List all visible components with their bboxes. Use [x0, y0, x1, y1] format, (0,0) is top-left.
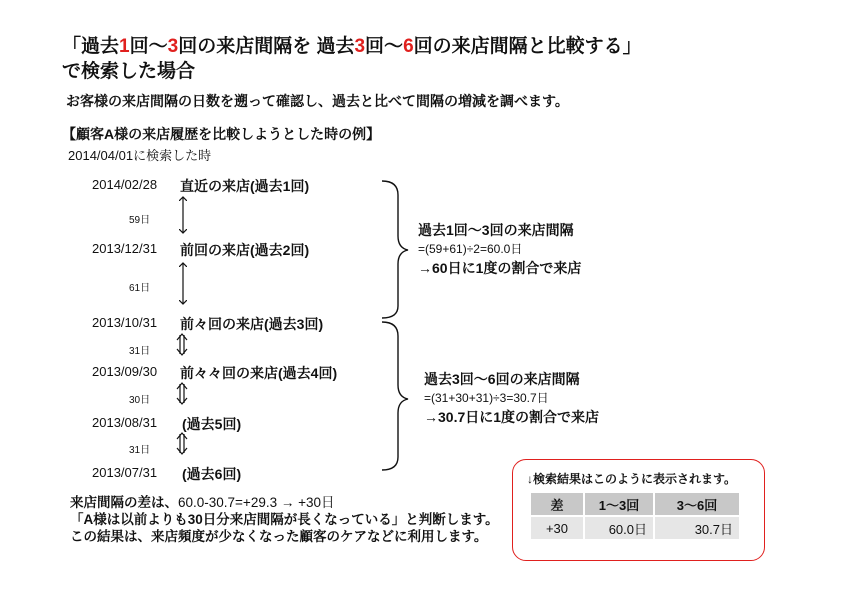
visit-label-4: 前々々回の来店(過去4回)	[180, 365, 338, 381]
title-number: 3	[354, 36, 366, 57]
title-text: 回～	[365, 36, 404, 57]
title-number: 6	[403, 36, 414, 57]
interval-arrow-3	[177, 334, 187, 355]
brace-group2	[382, 322, 408, 470]
visit-label-5: (過去5回)	[182, 416, 242, 432]
result-cell-1to3: 60.0日	[585, 517, 653, 539]
interval-label-5: 31日	[129, 445, 151, 456]
result-table	[529, 491, 741, 541]
result-header-diff: 差	[531, 493, 583, 515]
visit-date-6: 2013/07/31	[92, 465, 158, 480]
visit-date-2: 2013/12/31	[92, 241, 158, 256]
result-cell-diff: +30	[531, 517, 583, 539]
group2-formula: =(31+30+31)÷3=30.7日	[424, 391, 549, 405]
visit-date-3: 2013/10/31	[92, 315, 158, 330]
result-data-row	[531, 517, 739, 539]
title-text: 回～	[129, 36, 168, 57]
group2-result: →30.7日に1度の割合で来店	[424, 409, 600, 425]
summary-line1	[70, 494, 499, 511]
title-text: 回の来店間隔を 過去	[178, 36, 355, 57]
title-number: 3	[167, 36, 179, 57]
result-caption: ↓検索結果はこのように表示されます。	[527, 472, 737, 486]
visit-label-1: 直近の来店(過去1回)	[180, 178, 310, 194]
visit-label-2: 前回の来店(過去2回)	[180, 242, 310, 258]
visit-label-3: 前々回の来店(過去3回)	[180, 316, 324, 332]
group1-result: →60日に1度の割合で来店	[418, 260, 582, 276]
result-header-row	[531, 493, 739, 515]
interval-arrow-5	[177, 433, 187, 454]
result-cell-3to6: 30.7日	[655, 517, 739, 539]
group2-title: 過去3回～6回の来店間隔	[424, 371, 580, 387]
summary-line1-label: 来店間隔の差は、	[70, 495, 178, 510]
summary-line1-value: 60.0-30.7=+29.3 → +30日	[178, 495, 335, 510]
visit-date-4: 2013/09/30	[92, 364, 158, 379]
search-date: 2014/04/01に検索した時	[68, 148, 212, 163]
title-text: 「過去	[62, 36, 120, 57]
visit-label-6: (過去6回)	[182, 466, 242, 482]
group2-calc	[424, 370, 599, 427]
result-header-1to3: 1～3回	[585, 493, 653, 515]
summary-line3: この結果は、来店頻度が少なくなった顧客のケアなどに利用します。	[70, 529, 488, 544]
interval-label-2: 61日	[129, 283, 151, 294]
result-box	[512, 459, 765, 561]
interval-label-1: 59日	[129, 215, 151, 226]
interval-arrow-4	[177, 383, 187, 404]
visit-date-5: 2013/08/31	[92, 415, 158, 430]
title-text: 回の来店間隔と比較する」	[413, 36, 642, 57]
visit-date-1: 2014/02/28	[92, 177, 158, 192]
example-heading: 【顧客A様の来店履歴を比較しようとした時の例】	[62, 126, 381, 142]
result-header-3to6: 3～6回	[655, 493, 739, 515]
interval-label-3: 31日	[129, 346, 151, 357]
title-line2: で検索した場合	[62, 61, 196, 82]
title-number: 1	[119, 36, 130, 57]
interval-label-4: 30日	[129, 395, 151, 406]
summary	[70, 494, 499, 545]
group1-calc	[418, 221, 581, 278]
intro-text: お客様の来店間隔の日数を遡って確認し、過去と比べて間隔の増減を調べます。	[66, 93, 569, 109]
summary-line2: 「A様は以前よりも30日分来店間隔が長くなっている」と判断します。	[70, 512, 499, 527]
group1-formula: =(59+61)÷2=60.0日	[418, 242, 523, 256]
group1-title: 過去1回～3回の来店間隔	[418, 222, 574, 238]
brace-group1	[382, 181, 408, 318]
